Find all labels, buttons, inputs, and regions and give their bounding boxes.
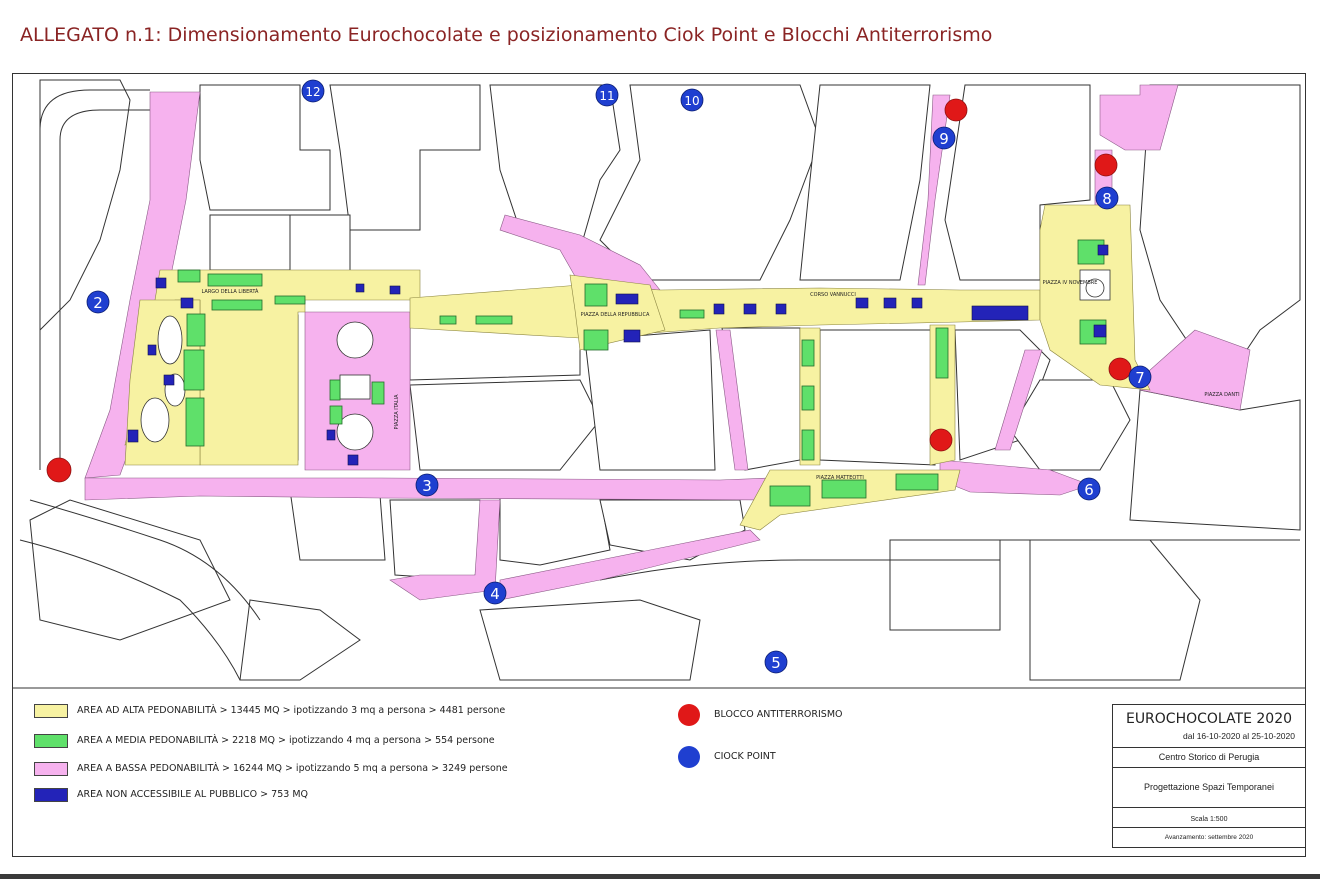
building-block (1130, 390, 1300, 530)
building-block (330, 85, 480, 230)
stand (680, 310, 704, 318)
antiterror-block-marker (1095, 154, 1117, 176)
ciok-point-2-marker (87, 291, 109, 313)
ciok-point-3-number: 3 (422, 477, 432, 495)
restricted-box (128, 430, 138, 442)
restricted-box (148, 345, 156, 355)
building-block (200, 85, 330, 210)
stand (184, 350, 204, 390)
ciok-point-11-marker (596, 84, 618, 106)
legend-label-medium: AREA A MEDIA PEDONABILITÀ > 2218 MQ > ipotizzando 4 mq a persona > 554 persone (77, 735, 495, 746)
garden-bed (141, 398, 169, 442)
bottom-bar (0, 874, 1320, 879)
flowerbed (337, 322, 373, 358)
event-dates: dal 16-10-2020 al 25-10-2020 (1182, 731, 1295, 741)
ciok-point-3-marker (416, 474, 438, 496)
restricted-box (356, 284, 364, 292)
ciok-point-7-number: 7 (1135, 369, 1145, 387)
label-piazza-matteotti: PIAZZA MATTEOTTI (816, 475, 864, 481)
restricted-box (776, 304, 786, 314)
restricted-box (348, 455, 358, 465)
legend-swatch-high (34, 704, 68, 718)
ciok-point-10-marker (681, 89, 703, 111)
building-block (240, 600, 360, 680)
restricted-box (912, 298, 922, 308)
legend-label-low: AREA A BASSA PEDONABILITÀ > 16244 MQ > ipotizzando 5 mq a persona > 3249 persone (77, 763, 508, 774)
label-piazza-iv-novembre: PIAZZA IV NOVEMBRE (1042, 280, 1098, 286)
building-block (480, 600, 700, 680)
building-block (500, 495, 610, 565)
stand (440, 316, 456, 324)
stand (802, 430, 814, 460)
stand (212, 300, 262, 310)
ciok-point-4-marker (484, 582, 506, 604)
stand (330, 406, 342, 424)
stand (822, 480, 866, 498)
title-block-divider (1113, 807, 1305, 808)
building-block (390, 500, 490, 580)
progress-date: Avanzamento: settembre 2020 (1164, 834, 1254, 841)
building-block (290, 490, 385, 560)
antiterror-block-marker (945, 99, 967, 121)
restricted-box (390, 286, 400, 294)
building-block (800, 85, 930, 280)
ciok-point-12-number: 12 (305, 85, 321, 99)
ciok-point-5-number: 5 (771, 654, 781, 672)
monument-base (340, 375, 370, 399)
ciok-point-legend-label: CIOCK POINT (714, 751, 776, 762)
restricted-box (181, 298, 193, 308)
project-name: Progettazione Spazi Temporanei (1144, 782, 1274, 792)
building-block (410, 380, 600, 470)
restricted-box (327, 430, 335, 440)
stand (476, 316, 512, 324)
title-block-divider (1113, 827, 1305, 828)
label-piazza-repubblica: PIAZZA DELLA REPUBBLICA (580, 312, 650, 318)
restricted-box (164, 375, 174, 385)
legend-label-restricted: AREA NON ACCESSIBILE AL PUBBLICO > 753 MQ (77, 789, 308, 800)
antiterror-block-marker (1109, 358, 1131, 380)
ciok-point-4-number: 4 (490, 585, 500, 603)
label-piazza-italia: PIAZZA ITALIA (394, 394, 400, 430)
building-block (210, 215, 290, 270)
ciok-point-8-marker (1096, 187, 1118, 209)
ciok-point-8-number: 8 (1102, 190, 1112, 208)
antiterror-block-marker (930, 429, 952, 451)
restricted-box (884, 298, 896, 308)
restricted-box (156, 278, 166, 288)
antiterror-block-marker (47, 458, 71, 482)
building-block (585, 330, 715, 470)
restricted-box (616, 294, 638, 304)
building-block (40, 80, 130, 330)
ciok-point-5-marker (765, 651, 787, 673)
stand (372, 382, 384, 404)
legend-swatch-low (34, 762, 68, 776)
event-name: EUROCHOCOLATE 2020 (1125, 711, 1293, 727)
legend-swatch-restricted (34, 788, 68, 802)
restricted-box (624, 330, 640, 342)
label-largo-liberta: LARGO DELLA LIBERTÀ (201, 289, 259, 295)
building-block (30, 500, 230, 640)
stand (330, 380, 340, 400)
building-block (1030, 540, 1200, 680)
ciok-point-11-number: 11 (599, 89, 615, 103)
stand (585, 284, 607, 306)
legend-label-high: AREA AD ALTA PEDONABILITÀ > 13445 MQ > ipotizzando 3 mq a persona > 4481 persone (77, 705, 506, 716)
ciok-point-9-marker (933, 127, 955, 149)
building-block (890, 540, 1000, 630)
building-block (290, 215, 350, 275)
stand (896, 474, 938, 490)
restricted-box (856, 298, 868, 308)
building-block (600, 85, 820, 280)
ciok-point-6-marker (1078, 478, 1100, 500)
ciok-point-6-number: 6 (1084, 481, 1094, 499)
stand (275, 296, 305, 304)
ciok-point-7-marker (1129, 366, 1151, 388)
restricted-box (714, 304, 724, 314)
antiterror-legend-label: BLOCCO ANTITERRORISMO (714, 709, 843, 720)
title-block-divider (1113, 767, 1305, 768)
label-corso-vannucci: CORSO VANNUCCI (810, 292, 856, 298)
stand (178, 270, 200, 282)
ciok-point-9-number: 9 (939, 130, 949, 148)
restricted-box (972, 306, 1028, 320)
ciok-point-12-marker (302, 80, 324, 102)
stand (186, 398, 204, 446)
event-location: Centro Storico di Perugia (1158, 752, 1260, 762)
stand (187, 314, 205, 346)
stand (584, 330, 608, 350)
garden-bed (158, 316, 182, 364)
title-block-divider (1113, 747, 1305, 748)
ciok-point-2-number: 2 (93, 294, 103, 312)
stand (208, 274, 262, 286)
restricted-box (744, 304, 756, 314)
stand (770, 486, 810, 506)
antiterror-legend-icon (678, 704, 700, 726)
building-block (820, 330, 935, 465)
stand (936, 328, 948, 378)
restricted-box (1098, 245, 1108, 255)
legend-swatch-medium (34, 734, 68, 748)
ciok-point-10-number: 10 (684, 94, 700, 108)
document-title: ALLEGATO n.1: Dimensionamento Eurochocolate e posizionamento Ciok Point e Blocchi Antiterrorismo (20, 24, 993, 46)
stand (802, 386, 814, 410)
drawing-scale: Scala 1:500 (1190, 816, 1228, 823)
restricted-box (1094, 325, 1106, 337)
title-block (1112, 704, 1306, 848)
ciok-point-legend-icon (678, 746, 700, 768)
label-piazza-danti: PIAZZA DANTI (1204, 392, 1240, 398)
stand (802, 340, 814, 366)
